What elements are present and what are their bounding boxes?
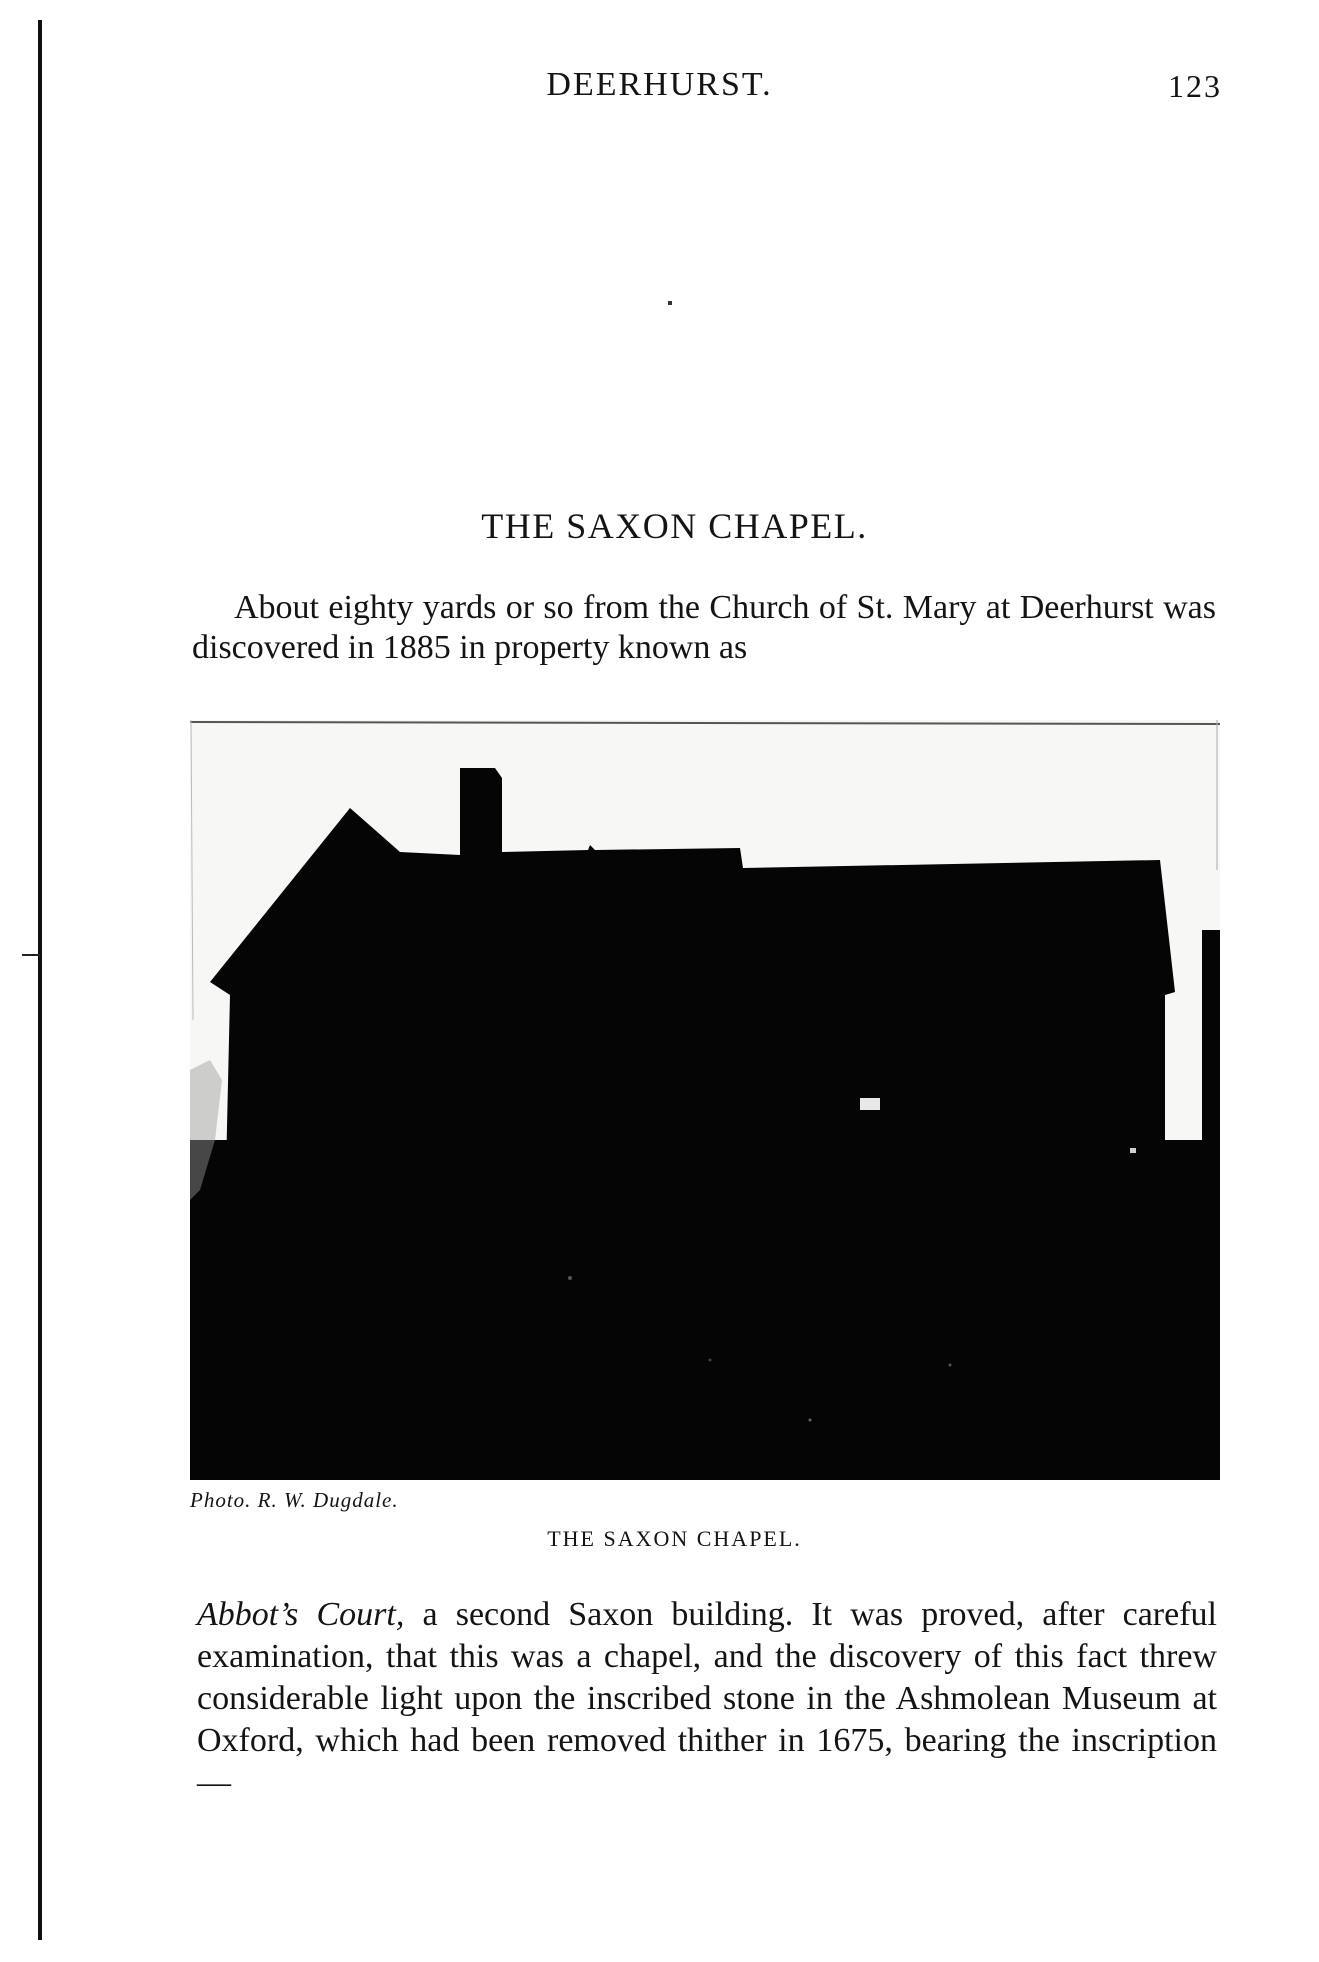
running-head: DEERHURST. (546, 66, 773, 103)
abbots-court-phrase: Abbot’s Court, (197, 1596, 405, 1633)
intro-paragraph: About eighty yards or so from the Church of St. Mary at Deerhurst was discovered in 1885 in property known as (192, 589, 1216, 666)
section-title: THE SAXON CHAPEL. (481, 506, 868, 546)
body-paragraph (197, 1594, 1217, 1804)
page-binding-edge (38, 20, 42, 1940)
photo-caption: THE SAXON CHAPEL. (547, 1526, 802, 1551)
chapel-silhouette-image (190, 720, 1220, 1480)
photo-credit: Photo. R. W. Dugdale. (190, 1488, 399, 1512)
print-speck (668, 301, 672, 305)
body-paragraph-text: a second Saxon building. It was proved, after careful examination, that this was a chapel, and the discovery of this fact threw considerable light upon the inscribed stone in the Ashmolean Museum at Oxford, which had been removed thither in 1675, bearing the inscription— (197, 1596, 1217, 1801)
page-number: 123 (1168, 68, 1222, 104)
saxon-chapel-photograph (190, 720, 1220, 1480)
binding-mark (22, 954, 40, 956)
